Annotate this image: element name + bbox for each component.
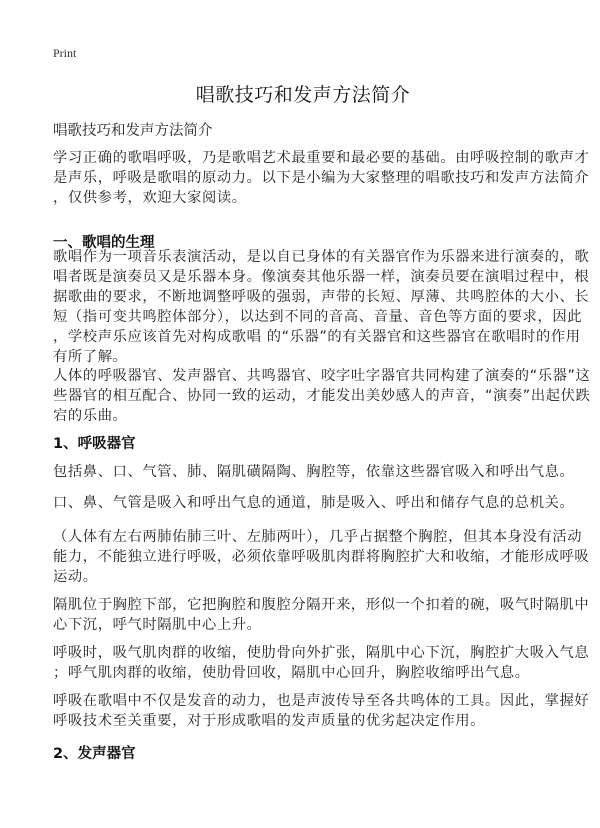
text-line: ，仅供参考，欢迎大家阅读。 [53,190,247,206]
text-line: 包括鼻、口、气管、肺、隔肌磺隔陶、胸腔等，依靠这些器官吸入和呼出气息。 [53,464,575,480]
text-line: 人体的呼吸器官、发声器官、共鸣器官、咬字吐字器官共同构建了演奏的“乐器”这 [53,368,591,384]
physiology-paragraph-2 [53,366,590,426]
respiratory-paragraph-4 [53,595,589,635]
text-line: ；呼气肌肉群的收缩，使肋骨回收，隔肌中心回升，胸腔收缩呼出气息。 [53,665,530,681]
respiratory-paragraph-6 [53,691,589,731]
document-title: 唱歌技巧和发声方法简介 [195,84,411,106]
subsection-heading-respiratory: 1、呼吸器官 [53,436,136,452]
text-line: 心下沉，呼气时隔肌中心上升。 [53,617,262,633]
text-line: （人体有左右两肺佑肺三叶、左肺两叶），几乎占据整个胸腔，但其本身没有活动 [53,529,583,545]
text-line: 隔肌位于胸腔下部，它把胸腔和腹腔分隔开来，形似一个扣着的碗，吸气时隔肌中 [53,597,590,613]
text-line: 能力，不能独立进行呼吸，必须依靠呼吸肌肉群将胸腔扩大和收缩，才能形成呼吸 [53,549,590,565]
section-heading-physiology: 一、歌唱的生理 [53,235,155,251]
text-line: 呼吸时，吸气肌肉群的收缩，使肋骨向外扩张，隔肌中心下沉，胸腔扩大吸入气息 [53,645,590,661]
text-line: 据歌曲的要求，不断地调整呼吸的强弱，声带的长短、厚薄、共鸣腔体的大小、长 [53,289,590,305]
respiratory-paragraph-2 [53,493,574,513]
text-line: 有所了解。 [53,349,128,365]
text-line: 短（指可变共鸣腔体部分），以达到不同的音高、音量、音色等方面的要求，因此 [53,309,583,325]
text-line: 唱者既是演奏员又是乐器本身。像演奏其他乐器一样，演奏员要在演唱过程中，根 [53,269,590,285]
text-line: 呼吸技术至关重要，对于形成歌唱的发声质量的优劣起决定作用。 [53,713,486,729]
text-line: 呼吸在歌唱中不仅是发音的动力，也是声波传导至各共鸣体的工具。因此，掌握好 [53,693,590,709]
respiratory-paragraph-5 [53,643,589,683]
text-line: 宕的乐曲。 [53,408,128,424]
print-link[interactable]: Print [53,46,77,60]
physiology-paragraph-1 [53,247,589,367]
text-line: 是声乐，呼吸是歌唱的原动力。以下是小编为大家整理的唱歌技巧和发声方法简介 [53,170,590,186]
text-line: 学习正确的歌唱呼吸，乃是歌唱艺术最重要和最必要的基础。由呼吸控制的歌声才 [53,150,590,166]
text-line: 歌唱作为一项音乐表演活动，是以自已身体的有关器官作为乐器来进行演奏的，歌 [53,249,590,265]
respiratory-paragraph-3 [53,527,589,587]
text-line: ，学校声乐应该首先对构成歌唱 的“乐器”的有关器官和这些器官在歌唱时的作用 [53,329,581,345]
subsection-heading-vocal: 2、发声器官 [53,746,136,762]
text-line: 些器官的相互配合、协同一致的运动，才能发出美妙感人的声音，“演奏”出起伏跌 [53,388,591,404]
text-line: 运动。 [53,569,98,585]
text-line: 口、鼻、气管是吸入和呼出气息的通道，肺是吸入、呼出和储存气息的总机关。 [53,495,575,511]
document-subtitle: 唱歌技巧和发声方法简介 [53,123,213,139]
respiratory-paragraph-1 [53,462,574,482]
intro-paragraph [53,148,589,208]
